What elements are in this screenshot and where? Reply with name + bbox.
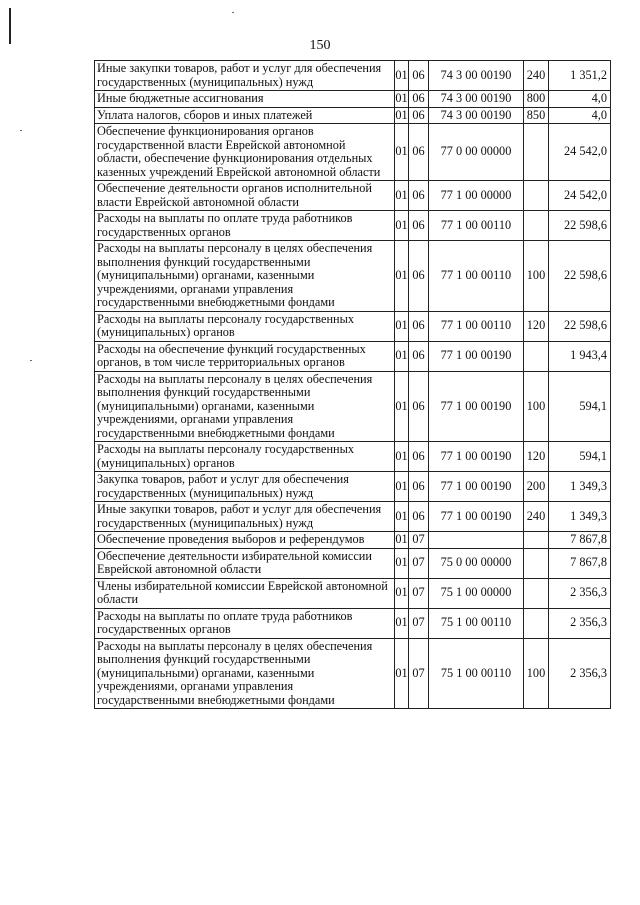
table-row: [95, 578, 611, 608]
row-name-cell: Расходы на выплаты по оплате труда работников государственных органов: [95, 608, 395, 638]
target-article-cell: 75 1 00 00000: [429, 578, 524, 608]
budget-table: [94, 60, 611, 709]
table-row: [95, 181, 611, 211]
row-name-cell: Иные бюджетные ассигнования: [95, 91, 395, 108]
target-article-cell: 77 0 00 00000: [429, 124, 524, 181]
amount-cell: 22 598,6: [549, 311, 611, 341]
expense-type-cell: [524, 181, 549, 211]
amount-cell: 22 598,6: [549, 211, 611, 241]
subsection-code-cell: 07: [409, 638, 429, 709]
subsection-code-cell: 06: [409, 91, 429, 108]
table-row: [95, 472, 611, 502]
amount-cell: 2 356,3: [549, 578, 611, 608]
section-code-cell: 01: [395, 124, 409, 181]
table-row: [95, 502, 611, 532]
amount-cell: 594,1: [549, 442, 611, 472]
subsection-code-cell: 06: [409, 124, 429, 181]
row-name-cell: Расходы на выплаты по оплате труда работников государственных органов: [95, 211, 395, 241]
subsection-code-cell: 06: [409, 341, 429, 371]
section-code-cell: 01: [395, 532, 408, 546]
row-name-cell: Расходы на обеспечение функций государственных органов, в том числе территориальных органов: [95, 341, 395, 371]
table-row: [95, 548, 611, 578]
expense-type-cell: 850: [524, 107, 549, 124]
section-code-cell: 01: [395, 211, 409, 241]
subsection-code-cell: 06: [409, 107, 429, 124]
expense-type-cell: [524, 608, 549, 638]
page-number: 150: [309, 38, 331, 53]
row-name-cell: Расходы на выплаты персоналу государственных (муниципальных) органов: [95, 442, 395, 472]
section-code-cell: 01: [395, 91, 408, 105]
scan-speck: [232, 12, 234, 13]
expense-type-cell: 800: [524, 91, 549, 108]
expense-type-cell: 240: [524, 502, 549, 532]
table-row: [95, 532, 611, 549]
target-article-cell: 77 1 00 00110: [429, 211, 524, 241]
scan-speck: [20, 130, 22, 131]
row-name-cell: Иные закупки товаров, работ и услуг для обеспечения государственных (муниципальных) нужд: [95, 61, 395, 91]
section-code-cell: 01: [395, 548, 409, 578]
table-row: [95, 241, 611, 312]
row-name-cell: Обеспечение функционирования органов государственной власти Еврейской автономной области, обеспечение функционирования отдельных казенных учреждений Еврейской автономной области: [95, 124, 395, 181]
subsection-code-cell: 06: [409, 211, 429, 241]
expense-type-cell: [524, 532, 549, 549]
expense-type-cell: [524, 341, 549, 371]
table-row: [95, 107, 611, 124]
section-code-cell: 01: [395, 181, 409, 211]
section-code-cell: 01: [395, 608, 409, 638]
amount-cell: 4,0: [549, 107, 611, 124]
table-row: [95, 311, 611, 341]
section-code-cell: 01: [395, 502, 409, 532]
row-name-cell: Расходы на выплаты персоналу в целях обеспечения выполнения функций государственными (муниципальными) органами, казенными учреждениями, органами управления государственными внебюджетными фондами: [95, 241, 395, 312]
target-article-cell: 75 0 00 00000: [429, 548, 524, 578]
target-article-cell: 77 1 00 00110: [429, 311, 524, 341]
subsection-code-cell: 06: [409, 442, 429, 472]
table-row: [95, 638, 611, 709]
row-name-cell: Расходы на выплаты персоналу государственных (муниципальных) органов: [95, 311, 395, 341]
expense-type-cell: 200: [524, 472, 549, 502]
amount-cell: 1 349,3: [549, 472, 611, 502]
subsection-code-cell: 07: [409, 578, 429, 608]
target-article-cell: 74 3 00 00190: [429, 91, 524, 108]
expense-type-cell: 120: [524, 311, 549, 341]
expense-type-cell: 120: [524, 442, 549, 472]
target-article-cell: 77 1 00 00000: [429, 181, 524, 211]
expense-type-cell: [524, 124, 549, 181]
section-code-cell: 01: [395, 638, 409, 709]
row-name-cell: Обеспечение деятельности избирательной комиссии Еврейской автономной области: [95, 548, 395, 578]
target-article-cell: 75 1 00 00110: [429, 608, 524, 638]
amount-cell: 2 356,3: [549, 608, 611, 638]
amount-cell: 1 351,2: [549, 61, 611, 91]
subsection-code-cell: 06: [409, 61, 429, 91]
section-code-cell: 01: [395, 341, 409, 371]
row-name-cell: Расходы на выплаты персоналу в целях обеспечения выполнения функций государственными (муниципальными) органами, казенными учреждениями, органами управления государственными внебюджетными фондами: [95, 638, 395, 709]
table-row: [95, 211, 611, 241]
expense-type-cell: [524, 211, 549, 241]
section-code-cell: 01: [395, 442, 409, 472]
target-article-cell: 77 1 00 00190: [429, 371, 524, 442]
expense-type-cell: [524, 578, 549, 608]
amount-cell: 1 349,3: [549, 502, 611, 532]
amount-cell: 7 867,8: [549, 532, 611, 549]
subsection-code-cell: 06: [409, 502, 429, 532]
subsection-code-cell: 07: [409, 532, 429, 549]
target-article-cell: 77 1 00 00190: [429, 442, 524, 472]
subsection-code-cell: 06: [409, 181, 429, 211]
target-article-cell: 77 1 00 00110: [429, 241, 524, 312]
amount-cell: 594,1: [549, 371, 611, 442]
row-name-cell: Иные закупки товаров, работ и услуг для обеспечения государственных (муниципальных) нужд: [95, 502, 395, 532]
expense-type-cell: 240: [524, 61, 549, 91]
section-code-cell: 01: [395, 61, 409, 91]
amount-cell: 2 356,3: [549, 638, 611, 709]
row-name-cell: Уплата налогов, сборов и иных платежей: [95, 107, 395, 124]
subsection-code-cell: 07: [409, 608, 429, 638]
target-article-cell: 77 1 00 00190: [429, 472, 524, 502]
table-row: [95, 91, 611, 108]
target-article-cell: 74 3 00 00190: [429, 107, 524, 124]
target-article-cell: 74 3 00 00190: [429, 61, 524, 91]
row-name-cell: Закупка товаров, работ и услуг для обеспечения государственных (муниципальных) нужд: [95, 472, 395, 502]
amount-cell: 4,0: [549, 91, 611, 108]
table-row: [95, 371, 611, 442]
row-name-cell: Члены избирательной комиссии Еврейской автономной области: [95, 578, 395, 608]
subsection-code-cell: 06: [409, 371, 429, 442]
expense-type-cell: 100: [524, 241, 549, 312]
row-name-cell: Обеспечение проведения выборов и референдумов: [95, 532, 395, 549]
row-name-cell: Расходы на выплаты персоналу в целях обеспечения выполнения функций государственными (муниципальными) органами, казенными учреждениями, органами управления государственными внебюджетными фондами: [95, 371, 395, 442]
table-row: [95, 608, 611, 638]
section-code-cell: 01: [395, 311, 409, 341]
target-article-cell: 77 1 00 00190: [429, 502, 524, 532]
amount-cell: 7 867,8: [549, 548, 611, 578]
subsection-code-cell: 07: [409, 548, 429, 578]
amount-cell: 24 542,0: [549, 124, 611, 181]
amount-cell: 24 542,0: [549, 181, 611, 211]
target-article-cell: 75 1 00 00110: [429, 638, 524, 709]
section-code-cell: 01: [395, 578, 409, 608]
section-code-cell: 01: [395, 107, 408, 122]
section-code-cell: 01: [395, 472, 409, 502]
subsection-code-cell: 06: [409, 241, 429, 312]
row-name-cell: Обеспечение деятельности органов исполнительной власти Еврейской автономной области: [95, 181, 395, 211]
amount-cell: 1 943,4: [549, 341, 611, 371]
scan-speck: [30, 360, 32, 361]
section-code-cell: 01: [395, 371, 409, 442]
section-code-cell: 01: [395, 241, 409, 312]
expense-type-cell: 100: [524, 371, 549, 442]
table-row: [95, 61, 611, 91]
amount-cell: 22 598,6: [549, 241, 611, 312]
target-article-cell: [429, 532, 524, 549]
expense-type-cell: [524, 548, 549, 578]
expense-type-cell: 100: [524, 638, 549, 709]
subsection-code-cell: 06: [409, 311, 429, 341]
table-row: [95, 124, 611, 181]
table-row: [95, 442, 611, 472]
subsection-code-cell: 06: [409, 472, 429, 502]
budget-table-body: [95, 61, 611, 709]
table-row: [95, 341, 611, 371]
target-article-cell: 77 1 00 00190: [429, 341, 524, 371]
